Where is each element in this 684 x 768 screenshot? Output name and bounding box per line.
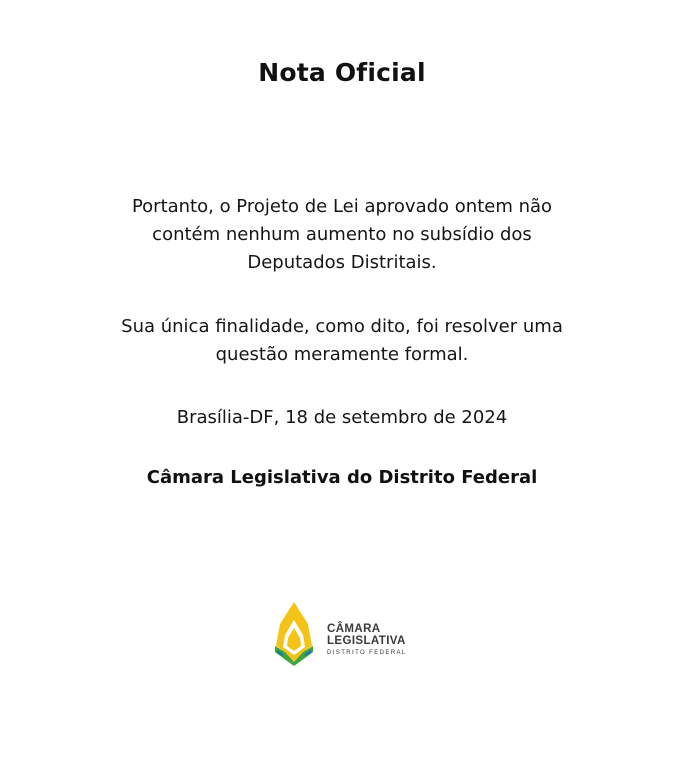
paragraph-1-line-2: contém nenhum aumento no subsídio dos [152, 224, 532, 245]
logo-wordmark [327, 623, 417, 658]
paragraph-1 [52, 193, 632, 277]
signature: Câmara Legislativa do Distrito Federal [146, 467, 538, 488]
logo-line-camara: CÂMARA [327, 623, 381, 635]
logo-emblem-icon [275, 600, 325, 668]
place-date-text: Brasília-DF, 18 de setembro de 2024 [176, 407, 508, 428]
paragraph-1-line-3: Deputados Distritais. [247, 252, 437, 273]
camara-legislativa-logo [275, 600, 415, 670]
logo-line-distrito-federal: DISTRITO FEDERAL [327, 650, 407, 656]
logo-line-legislativa: LEGISLATIVA [327, 635, 406, 647]
paragraph-2-line-2: questão meramente formal. [215, 344, 469, 365]
paragraph-1-line-1: Portanto, o Projeto de Lei aprovado ontem não [131, 196, 553, 217]
place-date [52, 404, 632, 432]
page-title: Nota Oficial [258, 58, 426, 87]
paragraph-2-line-1: Sua única finalidade, como dito, foi resolver uma [121, 316, 563, 337]
paragraph-2 [52, 313, 632, 369]
